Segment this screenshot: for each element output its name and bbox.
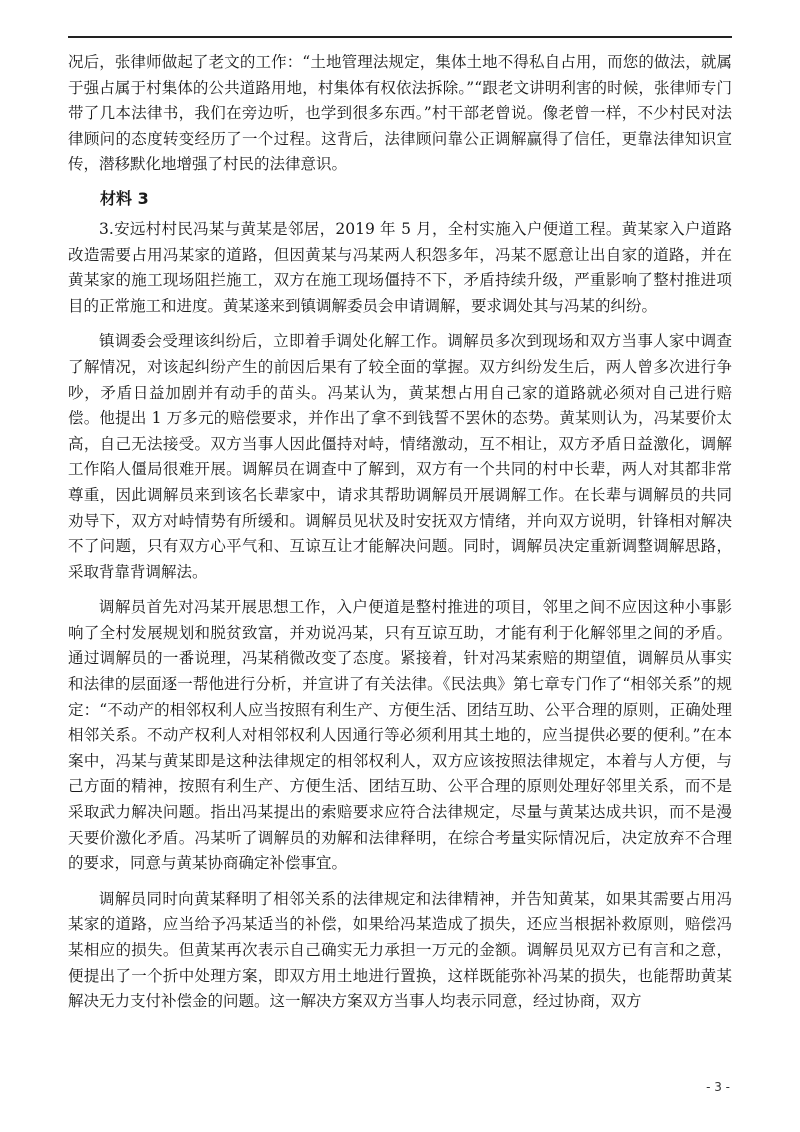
paragraph: 3.安远村村民冯某与黄某是邻居，2019 年 5 月，全村实施入户便道工程。黄某家入户道路改造需要占用冯某家的道路，但因黄某与冯某两人积怨多年，冯某不愿意让出自家的道路，并在黄某家的施工现场阻拦施工，双方在施工现场僵持不下，矛盾持续升级，严重影响了整村推进项目的正常施工和进度。黄某遂来到镇调解委员会申请调解，要求调处其与冯某的纠纷。 — [68, 219, 732, 315]
paragraph-intro: 况后，张律师做起了老文的工作：“土地管理法规定，集体土地不得私自占用，而您的做法，就属于强占属于村集体的公共道路用地，村集体有权依法拆除。”“跟老文讲明利害的时候，张律师专门带了几本法律书，我们在旁边听，也学到很多东西。”村干部老曾说。像老曾一样，不少村民对法律顾问的态度转变经历了一个过程。这背后，法律顾问靠公正调解赢得了信任，更靠法律知识宣传，潜移默化地增强了村民的法律意识。 — [68, 53, 732, 174]
page-number: - 3 - — [706, 1080, 730, 1094]
document-body — [68, 50, 732, 1015]
header-rule — [68, 36, 732, 38]
paragraph: 镇调委会受理该纠纷后，立即着手调处化解工作。调解员多次到现场和双方当事人家中调查了解情况，对该起纠纷产生的前因后果有了较全面的掌握。双方纠纷发生后，两人曾多次进行争吵，矛盾日益加剧并有动手的苗头。冯某认为，黄某想占用自己家的道路就必须对自己进行赔偿。他提出 1 万多元的赔偿要求，并作出了拿不到钱誓不罢休的态势。黄某则认为，冯某要价太高，自己无法接受。双方当事人因此僵持对峙，情绪激动，互不相让，双方矛盾日益激化，调解工作陷人僵局很难开展。调解员在调查中了解到，双方有一个共同的村中长辈，两人对其都非常尊重，因此调解员来到该名长辈家中，请求其帮助调解员开展调解工作。在长辈与调解员的共同劝导下，双方对峙情势有所缓和。调解员见状及时安抚双方情绪，并向双方说明，针锋相对解决不了问题，只有双方心平气和、互谅互让才能解决问题。同时，调解员决定重新调整调解思路，采取背靠背调解法。 — [68, 332, 732, 581]
paragraph: 调解员首先对冯某开展思想工作，入户便道是整村推进的项目，邻里之间不应因这种小事影响了全村发展规划和脱贫致富，并劝说冯某，只有互谅互助，才能有利于化解邻里之间的矛盾。通过调解员的一番说理，冯某稍微改变了态度。紧接着，针对冯某索赔的期望值，调解员从事实和法律的层面逐一帮他进行分析，并宣讲了有关法律。《民法典》第七章专门作了“相邻关系”的规定：“不动产的相邻权利人应当按照有利生产、方便生活、团结互助、公平合理的原则，正确处理相邻关系。不动产权利人对相邻权利人因通行等必须利用其土地的，应当提供必要的便利。”在本案中，冯某与黄某即是这种法律规定的相邻权利人，双方应该按照法律规定，本着与人方便，与己方面的精神，按照有利生产、方便生活、团结互助、公平合理的原则处理好邻里关系，而不是采取武力解决问题。指出冯某提出的索赔要求应符合法律规定，尽量与黄某达成共识，而不是漫天要价激化矛盾。冯某听了调解员的劝解和法律释明，在综合考量实际情况后，决定放弃不合理的要求，同意与黄某协商确定补偿事宜。 — [68, 598, 732, 873]
paragraph: 调解员同时向黄某释明了相邻关系的法律规定和法律精神，并告知黄某，如果其需要占用冯某家的道路，应当给予冯某适当的补偿，如果给冯某造成了损失，还应当根据补救原则，赔偿冯某相应的损失。但黄某再次表示自己确实无力承担一万元的金额。调解员见双方已有言和之意，便提出了一个折中处理方案，即双方用土地进行置换，这样既能弥补冯某的损失，也能帮助黄某解决无力支付补偿金的问题。这一解决方案双方当事人均表示同意，经过协商，双方 — [68, 889, 732, 1011]
section-title: 材料 3 — [100, 188, 149, 208]
